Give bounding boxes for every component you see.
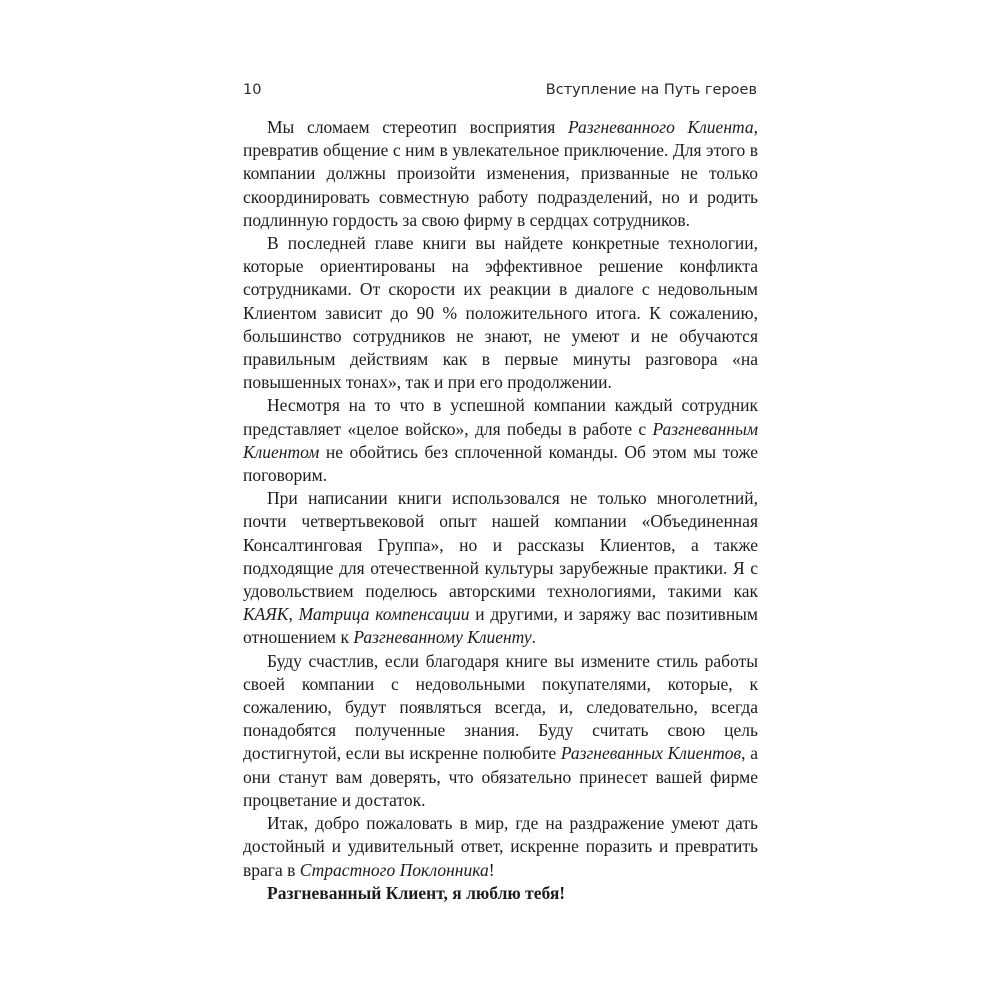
italic-run: Страстного Поклонника (299, 859, 489, 880)
italic-run: Разгневанных Клиентов (560, 743, 742, 764)
text-run: Мы сломаем стереотип восприятия (267, 117, 569, 137)
italic-run: Матрица компенсации (298, 604, 470, 625)
text-run: , а они станут вам доверять, что обязательно принесет вашей фирме процветание и достаток. (243, 743, 758, 810)
text-run: Буду счастлив, если благодаря книге вы измените стиль работы своей компании с недовольными покупателями, которые, к сожалению, будут появляться всегда, и, следовательно, всегда понадобятся полученные знания. Буду считать свою цель достигнутой, если вы искренне полюбите (243, 650, 758, 764)
paragraph (243, 232, 758, 394)
paragraph (243, 116, 758, 232)
paragraph (243, 650, 758, 812)
italic-run: КАЯК (243, 604, 289, 625)
paragraph (243, 394, 758, 487)
text-run: не обойтись без сплоченной команды. Об этом мы тоже поговорим. (243, 441, 758, 486)
text-run: , (288, 604, 299, 625)
page-number: 10 (243, 82, 262, 98)
closing-line: Разгневанный Клиент, я люблю тебя! (267, 882, 566, 903)
italic-run: Разгневанным Клиентом (243, 418, 758, 462)
text-run: ! (488, 859, 495, 880)
text-run: . (531, 627, 537, 648)
text-run: При написании книги использовался не только многолетний, почти четвертьвековой опыт нашей компании «Объединенная Консалтинговая Группа», но и рассказы Клиентов, а также подходящие для отечественной культуры зарубежные практики. Я с удовольствием поделюсь авторскими технологиями, такими как (243, 488, 758, 602)
body-text (243, 116, 758, 905)
running-head (243, 82, 757, 104)
italic-run: Разгневанного Клиента (568, 117, 754, 137)
chapter-title: Вступление на Путь героев (545, 82, 757, 98)
paragraph (243, 812, 758, 882)
text-run: , превратив общение с ним в увлекательное приключение. Для этого в компании должны произойти изменения, призванные не только скоординировать совместную работу подразделений, но и родить подлинную гордость за свою фирму в сердцах сотрудников. (243, 117, 758, 230)
paragraph (243, 487, 758, 649)
italic-run: Разгневанному Клиенту (353, 627, 532, 648)
text-run: Несмотря на то что в успешной компании каждый сотрудник представляет «целое войско», для победы в работе с (243, 395, 758, 439)
text-run: и другими, и заряжу вас позитивным отношением к (243, 604, 759, 648)
text-run: Итак, добро пожаловать в мир, где на раздражение умеют дать достойный и удивительный ответ, искренне поразить и превратить врага в (243, 813, 758, 880)
text-run: В последней главе книги вы найдете конкретные технологии, которые ориентированы на эффективное решение конфликта сотрудниками. От скорости их реакции в диалоге с недовольным Клиентом зависит до 90 % положительного итога. К сожалению, большинство сотрудников не знают, не умеют и не обучаются правильным действиям как в первые минуты разговора «на повышенных тонах», так и при его продолжении. (243, 233, 758, 393)
